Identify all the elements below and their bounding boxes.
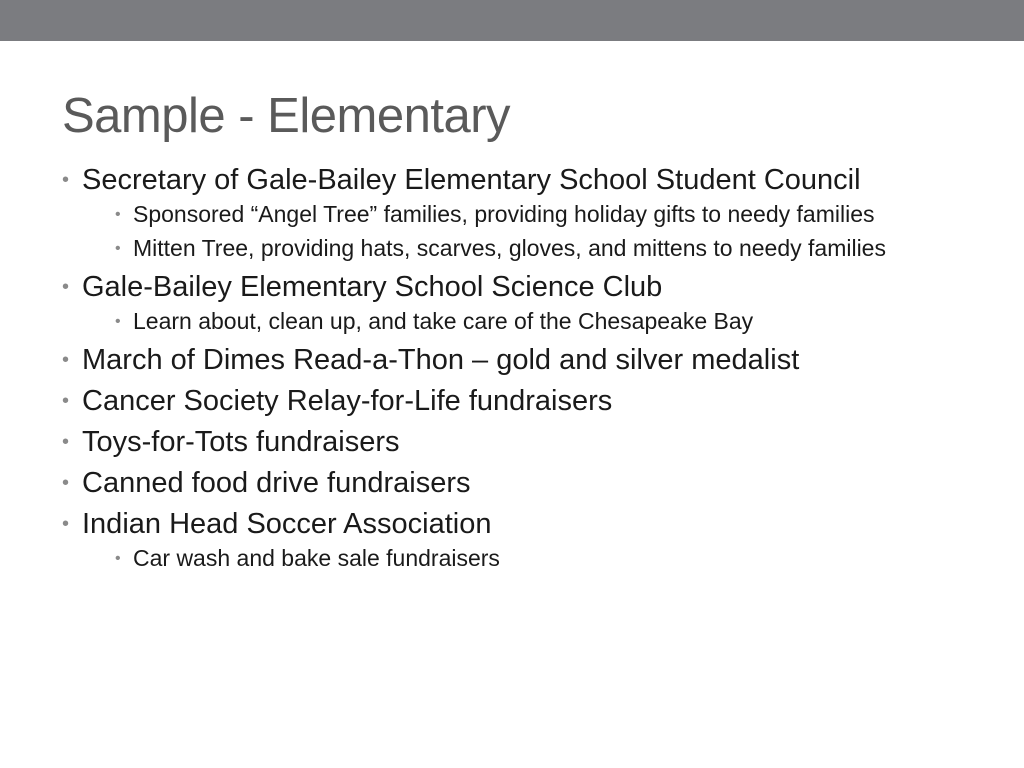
bullet-text: Cancer Society Relay-for-Life fundraisers <box>82 385 613 417</box>
bullet-text: Toys-for-Tots fundraisers <box>82 426 400 458</box>
bullet-item <box>62 426 962 458</box>
sub-bullet-item <box>82 545 962 572</box>
sub-bullet-icon: • <box>115 550 121 567</box>
sub-bullet-icon: • <box>115 206 121 223</box>
bullet-icon: • <box>62 276 70 298</box>
bullet-item <box>62 271 962 335</box>
bullet-text: March of Dimes Read-a-Thon – gold and silver medalist <box>82 344 800 376</box>
bullet-icon: • <box>62 513 70 535</box>
bullet-item <box>62 344 962 376</box>
sub-bullet-item <box>82 235 962 262</box>
sub-bullet-text: Sponsored “Angel Tree” families, providing holiday gifts to needy families <box>133 201 875 227</box>
bullet-icon: • <box>62 472 70 494</box>
bullet-item <box>62 164 962 262</box>
bullet-icon: • <box>62 390 70 412</box>
sub-bullet-text: Mitten Tree, providing hats, scarves, gloves, and mittens to needy families <box>133 235 886 261</box>
bullet-text: Canned food drive fundraisers <box>82 467 471 499</box>
bullet-icon: • <box>62 431 70 453</box>
sub-bullet-list <box>82 201 962 262</box>
sub-bullet-item <box>82 308 962 335</box>
sub-bullet-text: Learn about, clean up, and take care of the Chesapeake Bay <box>133 308 754 334</box>
bullet-icon: • <box>62 169 70 191</box>
bullet-icon: • <box>62 349 70 371</box>
header-band <box>0 0 1024 41</box>
bullet-item <box>62 508 962 572</box>
sub-bullet-text: Car wash and bake sale fundraisers <box>133 545 500 571</box>
bullet-text: Indian Head Soccer Association <box>82 508 492 540</box>
bullet-item <box>62 385 962 417</box>
slide-title: Sample - Elementary <box>62 89 511 143</box>
bullet-text: Gale-Bailey Elementary School Science Club <box>82 271 663 303</box>
sub-bullet-item <box>82 201 962 228</box>
bullet-list <box>62 164 962 572</box>
bullet-item <box>62 467 962 499</box>
sub-bullet-icon: • <box>115 240 121 257</box>
sub-bullet-list <box>82 308 962 335</box>
sub-bullet-icon: • <box>115 313 121 330</box>
bullet-text: Secretary of Gale-Bailey Elementary School Student Council <box>82 164 861 196</box>
sub-bullet-list <box>82 545 962 572</box>
